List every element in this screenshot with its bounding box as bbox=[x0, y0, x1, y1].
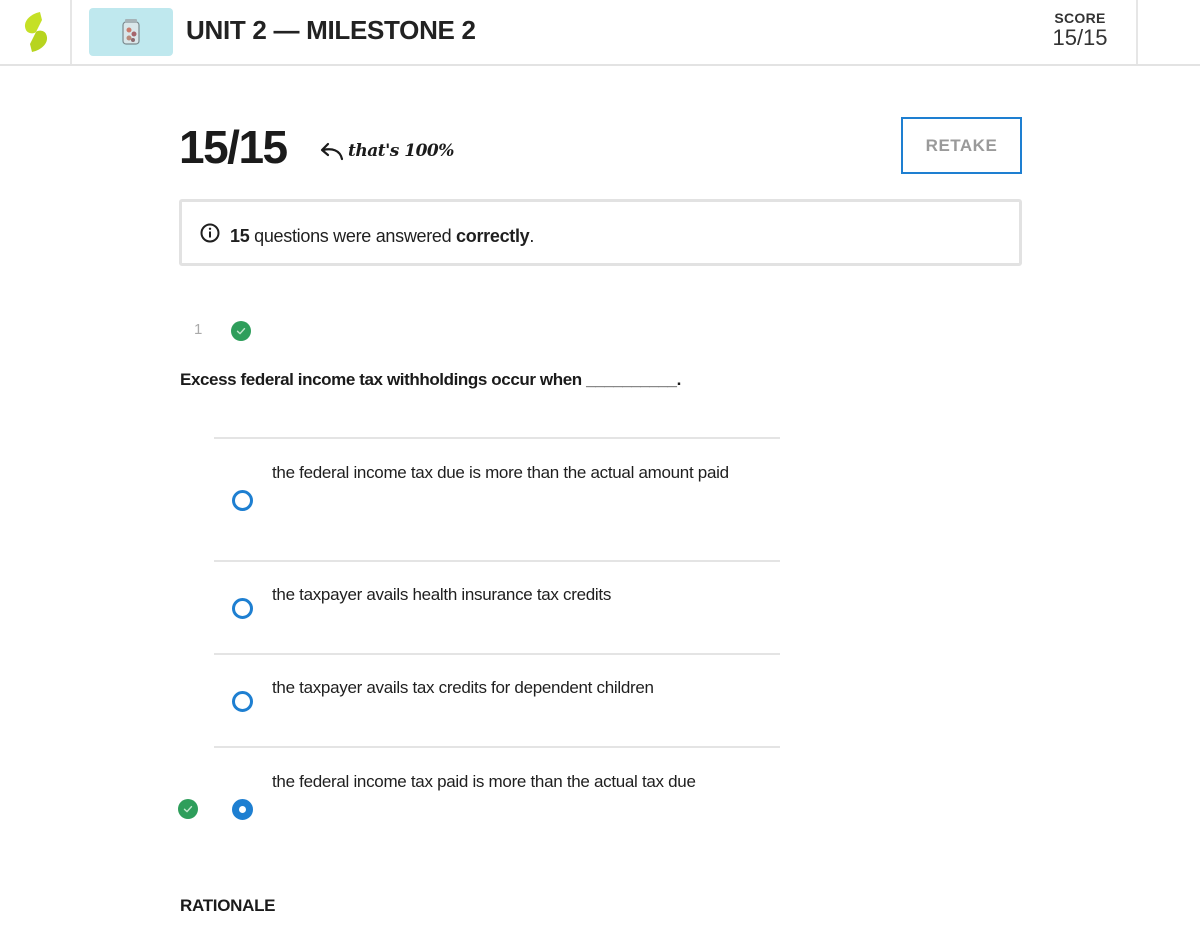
milestone-thumbnail bbox=[89, 8, 173, 56]
score-display bbox=[1040, 10, 1120, 50]
answer-option[interactable] bbox=[214, 560, 780, 653]
answer-option-text: the federal income tax paid is more than the actual tax due bbox=[272, 772, 696, 791]
answer-option[interactable] bbox=[214, 437, 780, 560]
retake-button[interactable]: RETAKE bbox=[901, 117, 1022, 174]
answer-option[interactable] bbox=[214, 653, 780, 746]
answer-option-text: the taxpayer avails tax credits for dependent children bbox=[272, 678, 654, 697]
result-score: 15/15 bbox=[179, 121, 287, 173]
results-info-box bbox=[179, 199, 1022, 266]
radio-button[interactable] bbox=[232, 691, 253, 712]
info-emphasis: correctly bbox=[456, 226, 530, 246]
question-number: 1 bbox=[194, 321, 203, 338]
divider bbox=[1136, 0, 1138, 64]
answer-options bbox=[214, 437, 780, 846]
top-bar bbox=[0, 0, 1200, 66]
info-middle: questions were answered bbox=[254, 226, 452, 246]
info-end: . bbox=[529, 226, 535, 246]
score-value: 15/15 bbox=[1052, 25, 1108, 50]
radio-button-selected[interactable] bbox=[232, 799, 253, 820]
answer-option-text: the taxpayer avails health insurance tax credits bbox=[272, 585, 612, 604]
results-info-text bbox=[230, 226, 534, 247]
score-label: SCORE bbox=[1054, 10, 1106, 26]
annotation-text: that's 100% bbox=[348, 141, 454, 161]
answer-option-text: the federal income tax due is more than the actual amount paid bbox=[272, 463, 729, 482]
correct-count: 15 bbox=[230, 226, 250, 246]
correct-answer-icon bbox=[178, 799, 198, 819]
sophia-logo-icon[interactable] bbox=[0, 0, 72, 64]
question-text: Excess federal income tax withholdings occur when __________. bbox=[180, 370, 681, 389]
page-title: UNIT 2 — MILESTONE 2 bbox=[186, 15, 476, 45]
radio-button[interactable] bbox=[232, 490, 253, 511]
radio-button[interactable] bbox=[232, 598, 253, 619]
curved-arrow-icon bbox=[318, 142, 344, 162]
answer-option-selected[interactable] bbox=[214, 746, 780, 846]
rationale-heading: RATIONALE bbox=[180, 896, 276, 915]
info-icon bbox=[200, 223, 220, 243]
correct-check-icon bbox=[231, 321, 251, 341]
